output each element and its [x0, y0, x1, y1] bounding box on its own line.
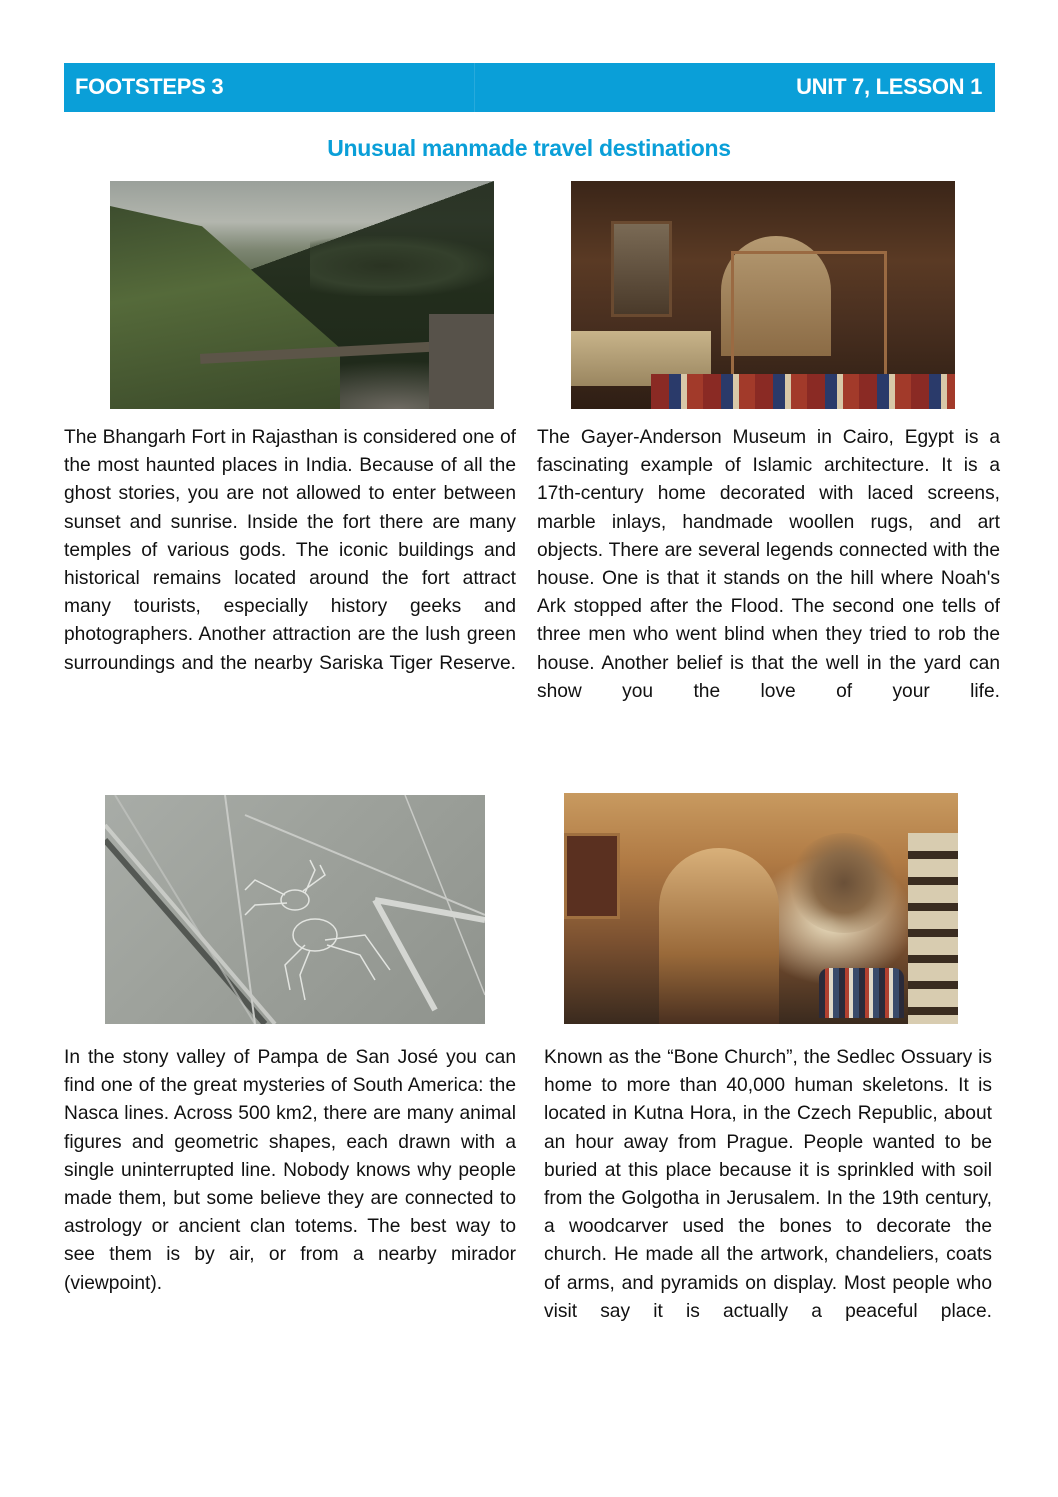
archway	[659, 848, 779, 1024]
carved-bed	[731, 251, 887, 388]
article-nasca-text: In the stony valley of Pampa de San José you can find one of the great mysteries of South America: the Nasca lines. Across 500 km2, there are many animal figures and geometric shapes, each drawn with a single uninterrupted line. Nobody knows why people made them, but some believe they are connected to astrology or ancient clan totems. The best way to see them is by air, or from a nearby mirador (viewpoint).	[64, 1047, 516, 1294]
nasca-lines-photo	[105, 795, 485, 1024]
bhangarh-fort-photo	[110, 181, 494, 409]
sedlec-ossuary-photo	[564, 793, 958, 1024]
article-gayer-anderson-text: The Gayer-Anderson Museum in Cairo, Egypt is a fascinating example of Islamic architecture. It is a 17th-century home decorated with laced screens, marble inlays, handmade woollen rugs, and art objects. There are several legends connected with the house. One is that it stands on the hill where Noah's Ark stopped after the Flood. The second one tells of three men who went blind when they tried to rob the house. Another belief is that the well in the yard can show you the love of your life.	[537, 427, 1000, 702]
skull-pillar	[908, 833, 958, 1024]
gayer-anderson-museum-photo	[571, 181, 955, 409]
rug	[651, 374, 955, 409]
course-title: FOOTSTEPS 3	[75, 74, 224, 99]
ruin-building	[429, 314, 494, 409]
page-title: Unusual manmade travel destinations	[327, 135, 731, 161]
unit-lesson-label: UNIT 7, LESSON 1	[796, 74, 982, 99]
bone-chandelier	[789, 833, 899, 933]
visitors-group	[819, 968, 904, 1018]
article-sedlec-text: Known as the “Bone Church”, the Sedlec Ossuary is home to more than 40,000 human skeletons. It is located in Kutna Hora, in the Czech Republic, about an hour away from Prague. People wanted to be buried at this place because it is sprinkled with soil from the Golgotha in Jerusalem. In the 19th century, a woodcarver used the bones to decorate the church. He made all the artwork, chandeliers, coats of arms, and pyramids on display. Most people who visit say it is actually a peaceful place.	[544, 1047, 992, 1322]
hillside	[110, 206, 340, 409]
display-cabinet	[611, 221, 672, 317]
article-bhangarh-text: The Bhangarh Fort in Rajasthan is considered one of the most haunted places in India. Because of all the ghost stories, you are not allowed to enter between sunset and sunrise. Inside the fort there are many temples of various gods. The iconic buildings and historical remains located around the fort attract many tourists, especially history geeks and photographers. Another attraction are the lush green surroundings and the nearby Sariska Tiger Reserve.	[64, 427, 516, 674]
trees	[310, 236, 494, 296]
header-divider	[474, 63, 475, 112]
nasca-lines-drawing	[105, 795, 485, 1024]
header-bar	[64, 63, 995, 112]
altar-painting	[564, 833, 620, 919]
